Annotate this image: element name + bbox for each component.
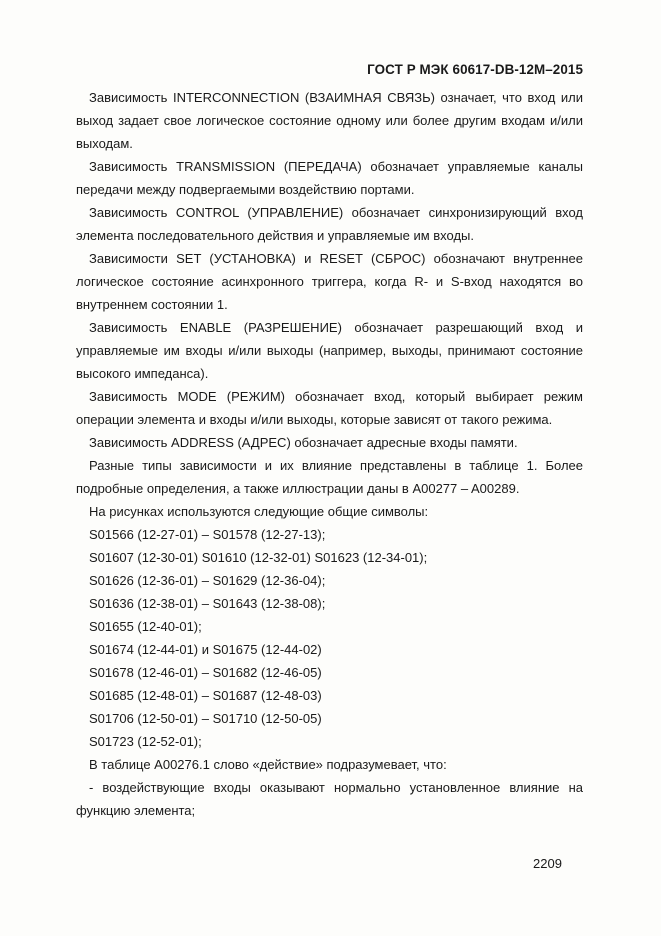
paragraph-control: Зависимость CONTROL (УПРАВЛЕНИЕ) обозначает синхронизирующий вход элемента последовательного действия и управляемые им входы. <box>76 205 583 243</box>
document-body <box>76 86 583 822</box>
paragraph-symbols-intro: На рисунках используются следующие общие символы: <box>89 504 429 519</box>
paragraph-table-note: В таблице A00276.1 слово «действие» подразумевает, что: <box>89 757 447 772</box>
page-number: 2209 <box>533 856 562 871</box>
paragraph-mode: Зависимость MODE (РЕЖИМ) обозначает вход, который выбирает режим операции элемента и входы и/или выходы, которые зависят от такого режима. <box>76 389 583 427</box>
paragraph-interconnection: Зависимость INTERCONNECTION (ВЗАИМНАЯ СВЯЗЬ) означает, что вход или выход задает свое логическое состояние одному или более другим входам и/или выходам. <box>76 90 583 151</box>
symbol-list-item: S01706 (12-50-01) – S01710 (12-50-05) <box>89 711 322 726</box>
paragraph-transmission: Зависимость TRANSMISSION (ПЕРЕДАЧА) обозначает управляемые каналы передачи между подвергаемыми воздействию портами. <box>76 159 583 197</box>
symbol-list-item: S01626 (12-36-01) – S01629 (12-36-04); <box>89 573 326 588</box>
paragraph-address: Зависимость ADDRESS (АДРЕС) обозначает адресные входы памяти. <box>89 435 518 450</box>
symbol-list-item: S01674 (12-44-01) и S01675 (12-44-02) <box>89 642 322 657</box>
symbol-list-item: S01607 (12-30-01) S01610 (12-32-01) S01623 (12-34-01); <box>89 550 428 565</box>
symbol-list-item: S01566 (12-27-01) – S01578 (12-27-13); <box>89 527 326 542</box>
symbol-list-item: S01685 (12-48-01) – S01687 (12-48-03) <box>89 688 322 703</box>
paragraph-enable: Зависимость ENABLE (РАЗРЕШЕНИЕ) обозначает разрешающий вход и управляемые им входы и/или выходы (например, выходы, принимают состояние высокого импеданса). <box>76 320 583 381</box>
paragraph-bullet: - воздействующие входы оказывают нормально установленное влияние на функцию элемента; <box>76 780 583 818</box>
document-header: ГОСТ Р МЭК 60617-DB-12M–2015 <box>367 62 583 77</box>
symbol-list-item: S01655 (12-40-01); <box>89 619 202 634</box>
paragraph-dependency-types: Разные типы зависимости и их влияние представлены в таблице 1. Более подробные определения, а также иллюстрации даны в A00277 – A00289. <box>76 458 583 496</box>
symbol-list-item: S01636 (12-38-01) – S01643 (12-38-08); <box>89 596 326 611</box>
symbol-list-item: S01678 (12-46-01) – S01682 (12-46-05) <box>89 665 322 680</box>
symbol-list <box>76 523 583 753</box>
paragraph-set-reset: Зависимости SET (УСТАНОВКА) и RESET (СБРОС) обозначают внутреннее логическое состояние асинхронного триггера, когда R- и S-вход находятся во внутреннем состоянии 1. <box>76 251 583 312</box>
symbol-list-item: S01723 (12-52-01); <box>89 734 202 749</box>
